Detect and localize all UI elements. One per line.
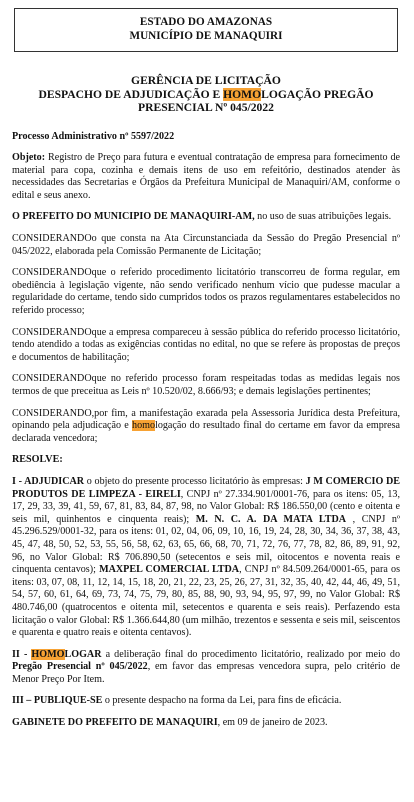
resolve-heading: RESOLVE:: [12, 454, 63, 466]
gabinete-label: GABINETE DO PREFEITO DE MANAQUIRI: [12, 717, 218, 729]
considerando-text: que o referido procedimento licitatório transcorreu de forma regular, em obediência à legislação vigente, não sendo verificado nenhum vício que pudesse macular a regularidade do certame, tendo sido cumpridos todos os prazos regulamentares estabelecidos no referido processo;: [12, 267, 400, 317]
homologar-label-end: LOGAR: [64, 648, 102, 660]
prefeito-paragraph: [12, 211, 400, 224]
adjudicar-paragraph: [12, 476, 400, 640]
search-highlight: HOMO: [223, 87, 262, 101]
title-line-2: [12, 88, 400, 102]
title-line-2-end: LOGAÇÃO PREGÃO: [261, 87, 374, 101]
publique-label: III – PUBLIQUE-SE: [12, 695, 103, 707]
homologar-prefix: II -: [12, 648, 32, 660]
pregao-reference: Pregão Presencial nº 045/2022: [12, 661, 148, 673]
objeto-text: Registro de Preço para futura e eventual contratação de empresa para fornecimento de material para copa, cozinha e demais itens de uso em refeitório, destinados atender às necessidades das Secretarias e Órgãos da Prefeitura Municipal de Manaquiri/AM, conforme o edital e seus anexo.: [12, 152, 400, 201]
considerando-label: CONSIDERANDO,: [12, 407, 95, 419]
title-line-2-start: DESPACHO DE ADJUDICAÇÃO E: [38, 87, 224, 101]
considerando-label: CONSIDERANDO: [12, 233, 92, 245]
gabinete-date: , em 09 de janeiro de 2023.: [217, 717, 328, 729]
publique-text: o presente despacho na forma da Lei, para fins de eficácia.: [102, 695, 342, 707]
process-number: Processo Administrativo nº 5597/2022: [12, 130, 175, 142]
considerando-label: CONSIDERANDO: [12, 373, 92, 385]
considerando-paragraph-4: [12, 373, 400, 398]
company-name-3: MAXPEL COMERCIAL LTDA: [99, 564, 240, 576]
search-highlight: homo: [132, 420, 156, 432]
considerando-text-end: logação do resultado final do certame em favor da empresa declarada vencedora;: [12, 420, 400, 444]
considerando-text: o que consta na Ata Circunstanciada da Sessão do Pregão Presencial nº 045/2022, elaborada pela Comissão Permanente de Licitação;: [12, 233, 400, 257]
document-header: [14, 8, 398, 52]
objeto-label: Objeto:: [12, 152, 46, 164]
gabinete-paragraph: [12, 717, 400, 730]
prefeito-text: no uso de suas atribuições legais.: [254, 211, 392, 223]
adjudicar-text-2: , CNPJ nº 27.334.901/0001-76, para os itens: 05, 13, 17, 29, 33, 39, 41, 59, 67, 81, 83, 84, 87, 98, no Valor Global: R$ 186.550,00 (cento e oitenta e seis mil, quinhentos e cinquenta reais);: [12, 488, 400, 525]
company-name-1: J M COMERCIO DE PRODUTOS DE LIMPEZA - EIRELI: [12, 475, 400, 500]
objeto-paragraph: [12, 152, 400, 202]
considerando-label: CONSIDERANDO: [12, 326, 92, 338]
considerando-paragraph-3: [12, 327, 400, 365]
prefeito-label: O PREFEITO DO MUNICIPIO DE MANAQUIRI-AM,: [12, 211, 255, 223]
homologar-text-1: a deliberação final do procedimento licitatório, realizado por meio do: [101, 648, 400, 660]
considerando-text-start: por fim, a manifestação exarada pela Assessoria Jurídica desta Prefeitura, opinando pela adjudicação e: [12, 407, 400, 432]
search-highlight: HOMO: [31, 648, 65, 660]
considerando-text: que a empresa compareceu à sessão pública do referido processo licitatório, tendo atendido a todas as exigências contidas no edital, no que se refere às propostas de preços e documentos de habilitação;: [12, 326, 400, 363]
considerando-paragraph-5: [12, 408, 400, 446]
considerando-text: que no referido processo foram respeitadas todas as medidas legais nos termos de que preceitua as Leis nº 10.520/02, 8.666/93; e demais legislações pertinentes;: [12, 373, 400, 397]
considerando-label: CONSIDERANDO: [12, 267, 92, 279]
document-page: [0, 8, 414, 802]
title-line-3: PRESENCIAL Nº 045/2022: [138, 101, 274, 114]
homologar-paragraph: [12, 649, 400, 687]
state-name: ESTADO DO AMAZONAS: [139, 16, 273, 28]
adjudicar-text-3: , CNPJ nº 45.296.529/0001-32, para os itens: 01, 02, 04, 06, 09, 10, 16, 19, 24, 28, 30, 34, 36, 37, 38, 43, 45, 47, 48, 50, 52, 53, 55, 56, 58, 62, 63, 65, 66, 68, 70, 71, 72, 76, 77, 78, 82, 86, 89, 91, 92, 96, no Valor Global: R$ 706.890,50 (setecentos e seis mil, oitocentos e noventa reais e cinquenta centavos);: [12, 513, 400, 576]
adjudicar-text-1: o objeto do presente processo licitatório às empresas:: [84, 475, 306, 487]
publique-paragraph: [12, 695, 400, 708]
municipality-name: MUNICÍPIO DE MANAQUIRI: [129, 30, 283, 42]
title-line-1: GERÊNCIA DE LICITAÇÃO: [131, 74, 281, 87]
considerando-paragraph-2: [12, 267, 400, 317]
company-name-2: M. N. C. A. DA MATA LTDA: [195, 513, 347, 525]
adjudicar-label: I - ADJUDICAR: [12, 475, 85, 487]
homologar-text-2: , em favor das empresas vencedora supra, pelo critério de Menor Preço Por Item.: [12, 661, 400, 685]
adjudicar-text-4: , CNPJ nº 84.509.264/0001-65, para os itens: 03, 07, 08, 11, 12, 14, 15, 18, 20, 21, 22, 23, 25, 26, 27, 31, 32, 35, 40, 42, 44, 46, 49, 51, 54, 57, 60, 61, 64, 69, 73, 74, 75, 79, 80, 85, 88, 90, 93, 94, 95, 97, 99, no Valor Global: R$ 480.746,00 (quatrocentos e oitenta mil, setecentos e quarenta e seis reais). Perfazendo esta licitação o valor Global: R$ 1.366.644,80 (um milhão, trezentos e sessenta e seis mil, seiscentos e quarenta e quatro reais e oitenta centavos).: [12, 564, 400, 639]
considerando-paragraph-1: [12, 233, 400, 258]
document-title: [12, 74, 400, 115]
